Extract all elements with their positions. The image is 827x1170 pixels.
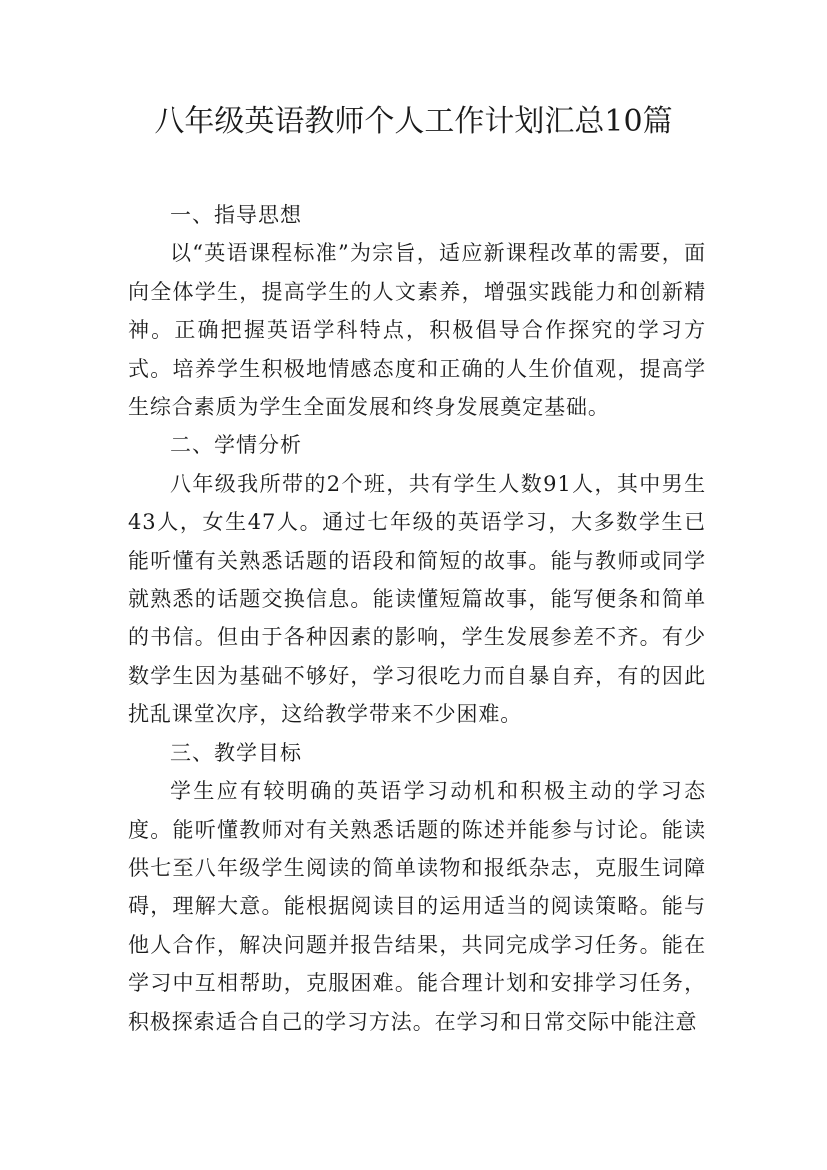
paragraph: 八年级我所带的2个班，共有学生人数91人，其中男生43人，女生47人。通过七年级的英语学习，大多数学生已能听懂有关熟悉话题的语段和简短的故事。能与教师或同学就熟悉的话题交换信息。能读懂短篇故事，能写便条和简单的书信。但由于各种因素的影响，学生发展参差不齐。有少数学生因为基础不够好，学习很吃力而自暴自弃，有的因此扰乱课堂次序，这给教学带来不少困难。 — [128, 471, 706, 727]
section-heading: 二、学情分析 — [170, 433, 302, 458]
document-title: 八年级英语教师个人工作计划汇总10篇 — [154, 104, 673, 139]
paragraph: 以“英语课程标准”为宗旨，适应新课程改革的需要，面向全体学生，提高学生的人文素养，增强实践能力和创新精神。正确把握英语学科特点，积极倡导合作探究的学习方式。培养学生积极地情感态度和正确的人生价值观，提高学生综合素质为学生全面发展和终身发展奠定基础。 — [128, 241, 706, 420]
section-heading: 三、教学目标 — [170, 740, 302, 765]
paragraph: 学生应有较明确的英语学习动机和积极主动的学习态度。能听懂教师对有关熟悉话题的陈述并能参与讨论。能读供七至八年级学生阅读的简单读物和报纸杂志，克服生词障碍，理解大意。能根据阅读目的运用适当的阅读策略。能与他人合作，解决问题并报告结果，共同完成学习任务。能在学习中互相帮助，克服困难。能合理计划和安排学习任务，积极探索适合自己的学习方法。在学习和日常交际中能注意 — [128, 779, 706, 1034]
section-heading: 一、指导思想 — [170, 203, 302, 227]
document-body — [128, 196, 706, 1041]
